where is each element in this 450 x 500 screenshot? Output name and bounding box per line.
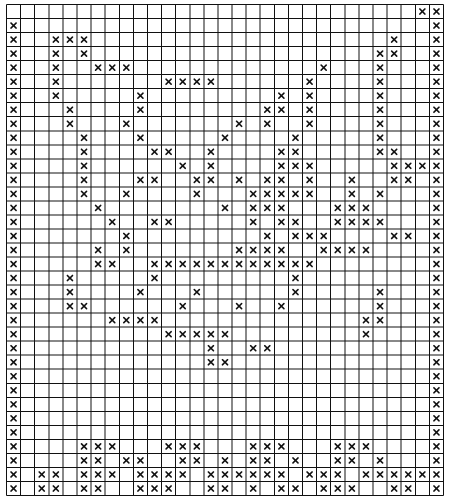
cross-mark — [392, 149, 397, 154]
cross-mark — [11, 51, 16, 56]
cross-mark — [434, 458, 439, 463]
cross-mark — [152, 472, 157, 477]
cross-mark — [194, 290, 199, 295]
cross-mark — [265, 444, 270, 449]
cross-mark — [194, 444, 199, 449]
cross-mark — [349, 247, 354, 252]
cross-mark — [11, 374, 16, 379]
cross-mark — [138, 135, 143, 140]
cross-mark — [378, 93, 383, 98]
cross-mark — [124, 318, 129, 323]
cross-mark — [11, 332, 16, 337]
cross-mark — [11, 177, 16, 182]
cross-mark — [420, 163, 425, 168]
cross-mark — [378, 149, 383, 154]
cross-mark — [208, 332, 213, 337]
cross-mark — [434, 107, 439, 112]
cross-mark — [237, 262, 242, 267]
cross-mark — [378, 135, 383, 140]
cross-mark — [279, 163, 284, 168]
cross-mark — [152, 276, 157, 281]
cross-mark — [11, 430, 16, 435]
cross-mark — [11, 444, 16, 449]
cross-mark — [180, 458, 185, 463]
cross-mark — [152, 149, 157, 154]
cross-mark — [293, 486, 298, 491]
cross-mark — [434, 486, 439, 491]
cross-mark — [96, 65, 101, 70]
cross-mark — [81, 486, 86, 491]
cross-mark — [67, 290, 72, 295]
cross-mark — [349, 191, 354, 196]
cross-mark — [222, 205, 227, 210]
cross-mark — [392, 472, 397, 477]
cross-mark — [11, 402, 16, 407]
cross-mark — [434, 444, 439, 449]
cross-mark — [138, 107, 143, 112]
cross-mark — [53, 37, 58, 42]
cross-mark — [335, 219, 340, 224]
cross-mark — [251, 458, 256, 463]
cross-mark — [378, 79, 383, 84]
cross-mark — [166, 262, 171, 267]
cross-mark — [434, 416, 439, 421]
cross-mark — [349, 458, 354, 463]
grid-lines — [7, 5, 444, 496]
cross-mark — [110, 444, 115, 449]
cross-mark — [434, 430, 439, 435]
cross-mark — [166, 332, 171, 337]
cross-mark — [378, 121, 383, 126]
cross-mark — [11, 290, 16, 295]
cross-mark — [138, 458, 143, 463]
cross-mark — [194, 191, 199, 196]
cross-mark — [335, 205, 340, 210]
cross-mark — [53, 93, 58, 98]
cross-mark — [392, 37, 397, 42]
cross-mark — [307, 191, 312, 196]
cross-mark — [265, 458, 270, 463]
cross-mark — [279, 444, 284, 449]
cross-mark — [138, 177, 143, 182]
cross-mark — [208, 360, 213, 365]
cross-mark — [124, 65, 129, 70]
cross-mark — [11, 247, 16, 252]
cross-mark — [392, 177, 397, 182]
cross-mark — [279, 219, 284, 224]
cross-mark — [96, 205, 101, 210]
cross-mark — [434, 360, 439, 365]
cross-mark — [222, 458, 227, 463]
cross-mark — [378, 304, 383, 309]
cross-mark — [11, 458, 16, 463]
cross-mark — [11, 233, 16, 238]
cross-mark — [293, 233, 298, 238]
cross-mark — [81, 135, 86, 140]
cross-mark — [81, 191, 86, 196]
cross-mark — [434, 388, 439, 393]
cross-mark — [293, 163, 298, 168]
cross-mark — [434, 51, 439, 56]
cross-mark — [434, 374, 439, 379]
cross-mark — [81, 51, 86, 56]
cross-mark — [237, 247, 242, 252]
cross-mark — [349, 219, 354, 224]
cross-mark — [11, 276, 16, 281]
cross-mark — [11, 262, 16, 267]
cross-mark — [434, 402, 439, 407]
cross-mark — [434, 93, 439, 98]
cross-mark — [11, 318, 16, 323]
cross-mark — [11, 346, 16, 351]
cross-mark — [11, 37, 16, 42]
cross-mark — [67, 37, 72, 42]
cross-mark — [124, 233, 129, 238]
cross-mark — [279, 177, 284, 182]
cross-mark — [265, 233, 270, 238]
cross-mark — [265, 472, 270, 477]
cross-mark — [152, 262, 157, 267]
cross-mark — [251, 219, 256, 224]
cross-mark — [124, 191, 129, 196]
cross-mark — [11, 135, 16, 140]
cross-mark — [434, 23, 439, 28]
cross-mark — [434, 9, 439, 14]
cross-mark — [180, 472, 185, 477]
cross-mark — [251, 486, 256, 491]
cross-mark — [110, 472, 115, 477]
cross-mark — [53, 486, 58, 491]
cross-mark — [124, 458, 129, 463]
cross-mark — [251, 247, 256, 252]
cross-mark — [434, 163, 439, 168]
cross-mark — [96, 458, 101, 463]
cross-mark — [392, 51, 397, 56]
cross-mark — [434, 304, 439, 309]
cross-mark — [434, 135, 439, 140]
cross-mark — [321, 486, 326, 491]
cross-mark — [279, 247, 284, 252]
cross-mark — [307, 121, 312, 126]
cross-mark — [434, 318, 439, 323]
cross-mark — [208, 262, 213, 267]
cross-mark — [67, 121, 72, 126]
cross-mark — [363, 472, 368, 477]
cross-mark — [96, 444, 101, 449]
cross-mark — [434, 219, 439, 224]
cross-mark — [420, 472, 425, 477]
cross-mark — [434, 177, 439, 182]
cross-mark — [222, 135, 227, 140]
cross-mark — [378, 290, 383, 295]
cross-mark — [434, 37, 439, 42]
cross-mark — [110, 219, 115, 224]
cross-mark — [11, 163, 16, 168]
cross-mark — [222, 472, 227, 477]
cross-mark — [81, 472, 86, 477]
cross-mark — [265, 107, 270, 112]
cross-mark — [293, 290, 298, 295]
cross-marks — [11, 9, 439, 491]
cross-mark — [279, 107, 284, 112]
cross-mark — [194, 458, 199, 463]
cross-mark — [378, 107, 383, 112]
cross-mark — [11, 107, 16, 112]
cross-mark — [265, 191, 270, 196]
cross-mark — [363, 444, 368, 449]
cross-mark — [194, 262, 199, 267]
cross-mark — [406, 486, 411, 491]
cross-mark — [81, 304, 86, 309]
cross-mark — [237, 472, 242, 477]
cross-mark — [110, 262, 115, 267]
cross-mark — [378, 472, 383, 477]
cross-mark — [335, 458, 340, 463]
cross-mark — [434, 205, 439, 210]
cross-mark — [265, 121, 270, 126]
cross-mark — [378, 219, 383, 224]
cross-mark — [138, 290, 143, 295]
cross-mark — [434, 346, 439, 351]
cross-mark — [279, 149, 284, 154]
cross-mark — [96, 247, 101, 252]
cross-mark — [349, 486, 354, 491]
cross-mark — [53, 472, 58, 477]
cross-mark — [293, 458, 298, 463]
cross-mark — [335, 247, 340, 252]
cross-mark — [81, 444, 86, 449]
cross-mark — [434, 332, 439, 337]
cross-mark — [53, 51, 58, 56]
cross-mark — [11, 388, 16, 393]
cross-mark — [194, 79, 199, 84]
cross-mark — [335, 486, 340, 491]
cross-mark — [251, 444, 256, 449]
cross-mark — [166, 472, 171, 477]
cross-mark — [349, 205, 354, 210]
cross-mark — [11, 191, 16, 196]
cross-mark — [251, 205, 256, 210]
cross-mark — [265, 205, 270, 210]
cross-mark — [265, 346, 270, 351]
cross-mark — [11, 219, 16, 224]
cross-mark — [321, 472, 326, 477]
cross-mark — [307, 472, 312, 477]
cross-mark — [251, 191, 256, 196]
cross-mark — [307, 107, 312, 112]
cross-mark — [307, 177, 312, 182]
cross-mark — [96, 472, 101, 477]
cross-mark — [208, 472, 213, 477]
cross-mark — [110, 318, 115, 323]
cross-mark — [81, 149, 86, 154]
cross-mark — [378, 458, 383, 463]
cross-mark — [378, 191, 383, 196]
cross-mark — [293, 276, 298, 281]
cross-mark — [293, 262, 298, 267]
cross-mark — [81, 458, 86, 463]
cross-mark — [434, 149, 439, 154]
cross-mark — [96, 486, 101, 491]
cross-mark — [279, 93, 284, 98]
cross-mark — [152, 219, 157, 224]
cross-mark — [110, 65, 115, 70]
cross-mark — [180, 304, 185, 309]
cross-mark — [251, 262, 256, 267]
cross-mark — [378, 65, 383, 70]
cross-mark — [11, 121, 16, 126]
cross-mark — [11, 149, 16, 154]
cross-mark — [11, 205, 16, 210]
cross-mark — [138, 472, 143, 477]
cross-mark — [279, 191, 284, 196]
cross-mark — [81, 37, 86, 42]
cross-mark — [208, 346, 213, 351]
cross-mark — [166, 486, 171, 491]
cross-mark — [321, 247, 326, 252]
cross-mark — [222, 332, 227, 337]
cross-mark — [11, 93, 16, 98]
cross-mark — [363, 318, 368, 323]
cross-mark — [166, 149, 171, 154]
cross-mark — [138, 318, 143, 323]
cross-mark — [349, 177, 354, 182]
cross-mark — [434, 191, 439, 196]
cross-mark — [11, 472, 16, 477]
cross-mark — [39, 486, 44, 491]
cross-mark — [81, 177, 86, 182]
cross-mark — [406, 163, 411, 168]
cross-mark — [180, 79, 185, 84]
cross-mark — [222, 262, 227, 267]
cross-mark — [321, 65, 326, 70]
cross-mark — [53, 65, 58, 70]
cross-mark — [349, 444, 354, 449]
cross-mark — [180, 262, 185, 267]
cross-mark — [434, 290, 439, 295]
cross-mark — [363, 205, 368, 210]
cross-mark — [251, 346, 256, 351]
cross-mark — [208, 177, 213, 182]
cross-mark — [293, 191, 298, 196]
cross-mark — [307, 163, 312, 168]
cross-mark — [180, 163, 185, 168]
cross-mark — [53, 79, 58, 84]
cross-mark — [265, 177, 270, 182]
cross-mark — [363, 219, 368, 224]
cross-mark — [11, 23, 16, 28]
cross-mark — [406, 233, 411, 238]
cross-mark — [265, 247, 270, 252]
cross-mark — [124, 247, 129, 252]
cross-mark — [124, 121, 129, 126]
cross-mark — [392, 233, 397, 238]
cross-mark — [434, 79, 439, 84]
cross-mark — [293, 149, 298, 154]
cross-mark — [194, 177, 199, 182]
cross-mark — [208, 149, 213, 154]
cross-mark — [434, 233, 439, 238]
cross-mark — [251, 472, 256, 477]
cross-mark — [11, 304, 16, 309]
cross-mark — [406, 177, 411, 182]
cross-mark — [11, 79, 16, 84]
cross-mark — [265, 262, 270, 267]
cross-mark — [279, 304, 284, 309]
cross-mark — [208, 79, 213, 84]
cross-mark — [434, 472, 439, 477]
cross-mark — [307, 233, 312, 238]
cross-mark — [166, 79, 171, 84]
cross-mark — [307, 262, 312, 267]
cross-mark — [152, 318, 157, 323]
cross-mark — [335, 444, 340, 449]
cross-mark — [307, 79, 312, 84]
cross-mark — [96, 262, 101, 267]
cross-mark — [420, 9, 425, 14]
cross-mark — [11, 65, 16, 70]
cross-mark — [67, 304, 72, 309]
cross-mark — [67, 107, 72, 112]
cross-mark — [307, 93, 312, 98]
cross-mark — [279, 486, 284, 491]
cross-mark — [237, 121, 242, 126]
cross-mark — [378, 318, 383, 323]
cross-mark — [237, 177, 242, 182]
cross-mark — [180, 444, 185, 449]
cross-mark — [293, 135, 298, 140]
cross-mark — [11, 416, 16, 421]
cross-mark — [363, 332, 368, 337]
cross-mark — [208, 486, 213, 491]
cross-mark — [321, 233, 326, 238]
cross-mark — [434, 262, 439, 267]
cross-mark — [194, 332, 199, 337]
cross-mark — [434, 121, 439, 126]
cross-mark — [406, 472, 411, 477]
cross-mark — [434, 276, 439, 281]
cross-mark — [208, 163, 213, 168]
cross-mark — [138, 93, 143, 98]
cross-mark — [222, 360, 227, 365]
cross-mark — [392, 163, 397, 168]
cross-mark — [152, 177, 157, 182]
cross-mark — [237, 304, 242, 309]
cross-mark — [279, 472, 284, 477]
cross-mark — [293, 219, 298, 224]
cross-mark — [363, 247, 368, 252]
cross-mark — [279, 262, 284, 267]
cross-mark — [11, 360, 16, 365]
cross-mark — [67, 276, 72, 281]
cross-mark — [434, 247, 439, 252]
cross-mark — [279, 205, 284, 210]
cross-mark — [166, 219, 171, 224]
cross-mark — [39, 472, 44, 477]
cross-mark — [180, 332, 185, 337]
cross-mark — [138, 486, 143, 491]
cross-mark — [392, 486, 397, 491]
cross-mark — [152, 486, 157, 491]
cross-mark — [434, 65, 439, 70]
cross-mark — [166, 444, 171, 449]
cross-mark — [335, 472, 340, 477]
cross-mark — [81, 163, 86, 168]
cross-mark — [11, 486, 16, 491]
cross-mark — [222, 486, 227, 491]
cross-mark — [378, 51, 383, 56]
